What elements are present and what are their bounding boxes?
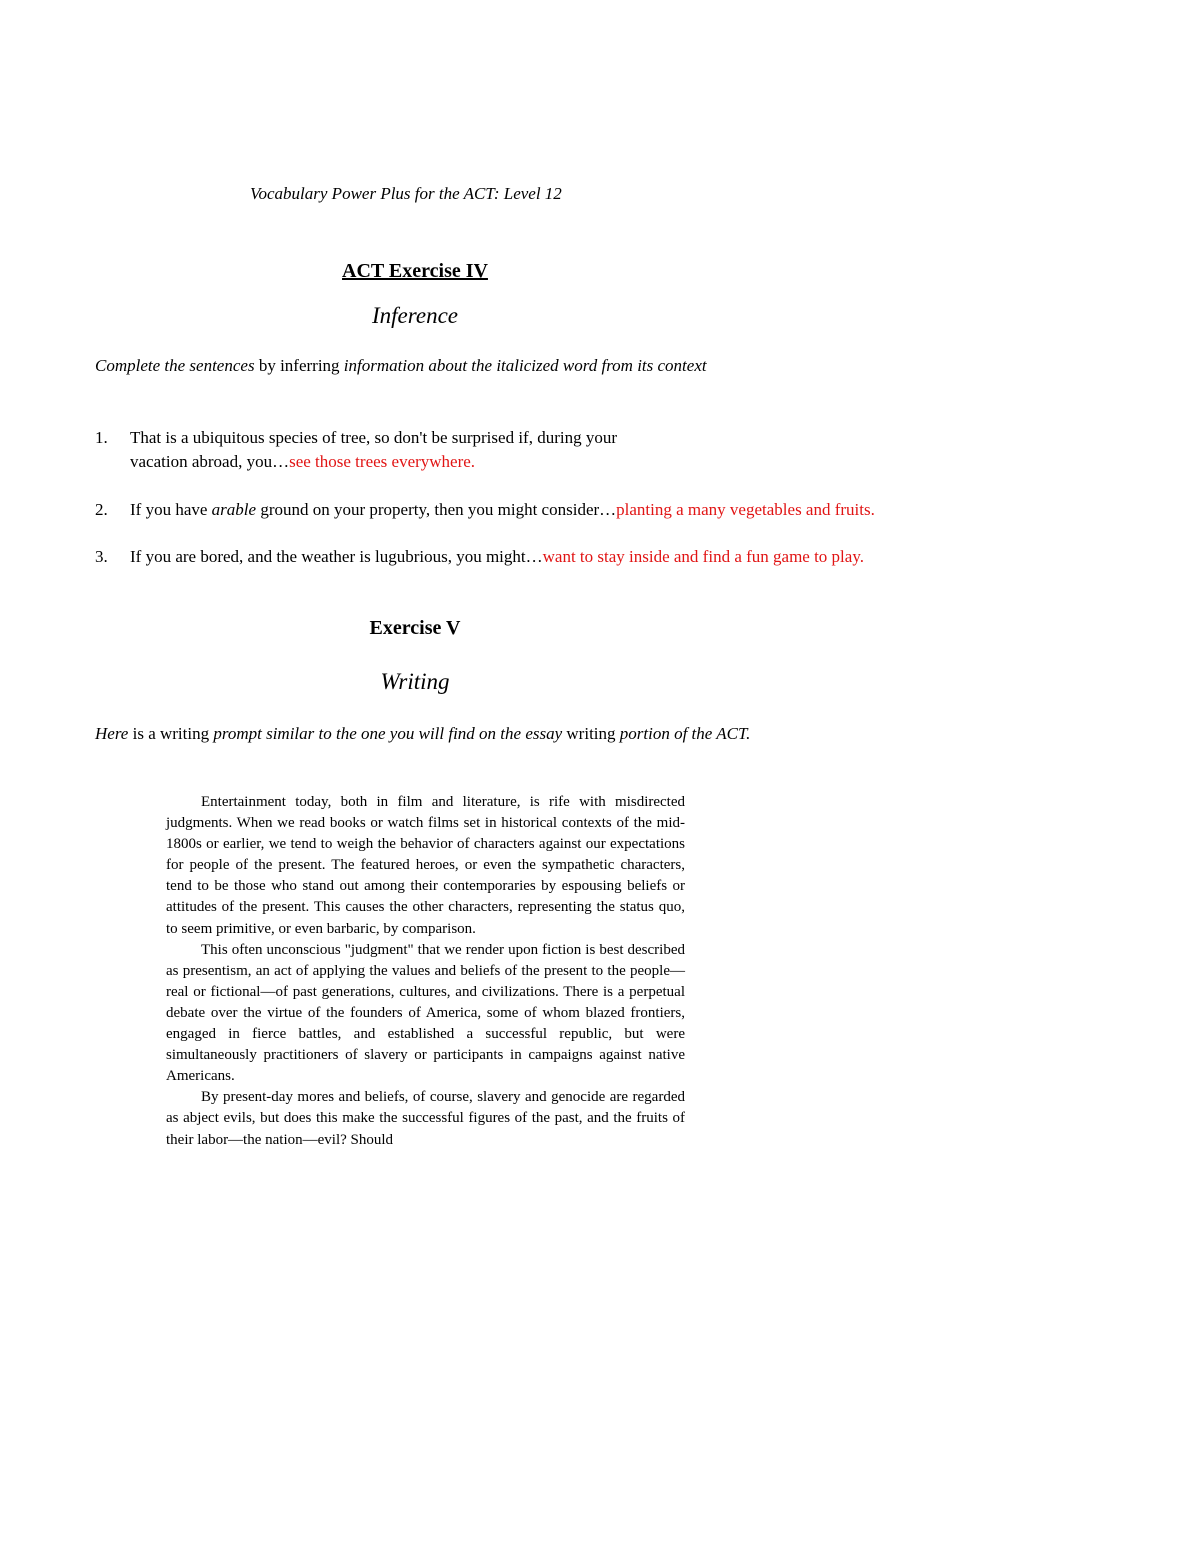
question-text: vacation abroad, you… [130, 452, 290, 471]
question-3 [95, 545, 864, 569]
exercise-iv-instruction [95, 354, 775, 378]
instruction-part: by inferring [258, 356, 340, 375]
passage-paragraph: Entertainment today, both in film and literature, is rife with misdirected judgments. When we read books or watch films set in historical contexts of the mid-1800s or earlier, we tend to weigh the behavior of characters against our expectations for people of the present. The featured heroes, or even the sympathetic characters, tend to be those who stand out among their contemporaries by espousing beliefs or attitudes of the present. This causes the other characters, representing the status quo, to seem primitive, or even barbaric, by comparison. [166, 794, 685, 937]
passage-paragraph: This often unconscious "judgment" that we render upon fiction is best described as presentism, an act of applying the values and beliefs of the present to the people—real or fictional—of past generations, cultures, and civilizations. There is a perpetual debate over the virtue of the founders of America, some of whom blazed frontiers, engaged in fierce battles, and established a successful republic, but were simultaneously practitioners of slavery or participants in campaigns against native Americans. [166, 941, 685, 1085]
question-2 [95, 498, 875, 522]
question-text: ground on your property, then you might consider… [256, 500, 617, 519]
question-text: If you are bored, and the weather is lugubrious, you might… [130, 547, 543, 566]
question-number: 3. [95, 547, 108, 566]
exercise-v-subtitle: Writing [380, 669, 450, 694]
question-number: 2. [95, 500, 108, 519]
italic-vocab-word: arable [211, 500, 257, 519]
answer-text: planting a many vegetables and fruits. [616, 500, 875, 519]
instruction-part: Complete the sentences [95, 356, 259, 375]
exercise-v-title: Exercise V [369, 617, 461, 639]
instruction-part: Here [95, 724, 129, 743]
writing-prompt-passage [166, 792, 685, 1151]
instruction-part: information about the italicized word from its context [339, 356, 707, 375]
instruction-part: writing [566, 724, 616, 743]
question-1 [95, 426, 617, 474]
exercise-iv-subtitle: Inference [372, 303, 458, 328]
instruction-part: portion of the ACT. [615, 724, 751, 743]
passage-paragraph: By present-day mores and beliefs, of course, slavery and genocide are regarded as abject evils, but does this make the successful figures of the past, and the fruits of their labor—the nation—evil? Should [166, 1089, 685, 1148]
question-number: 1. [95, 428, 108, 447]
instruction-part: prompt similar to the one you will find on the essay [213, 724, 567, 743]
running-header: Vocabulary Power Plus for the ACT: Level 12 [250, 184, 562, 203]
question-text: That is a ubiquitous species of tree, so don't be surprised if, during your [130, 428, 617, 447]
instruction-part: is a writing [128, 724, 214, 743]
question-text: If you have [130, 500, 212, 519]
answer-text: want to stay inside and find a fun game to play. [542, 547, 864, 566]
exercise-v-instruction [95, 722, 775, 746]
exercise-iv-title: ACT Exercise IV [342, 260, 488, 282]
answer-text: see those trees everywhere. [289, 452, 476, 471]
